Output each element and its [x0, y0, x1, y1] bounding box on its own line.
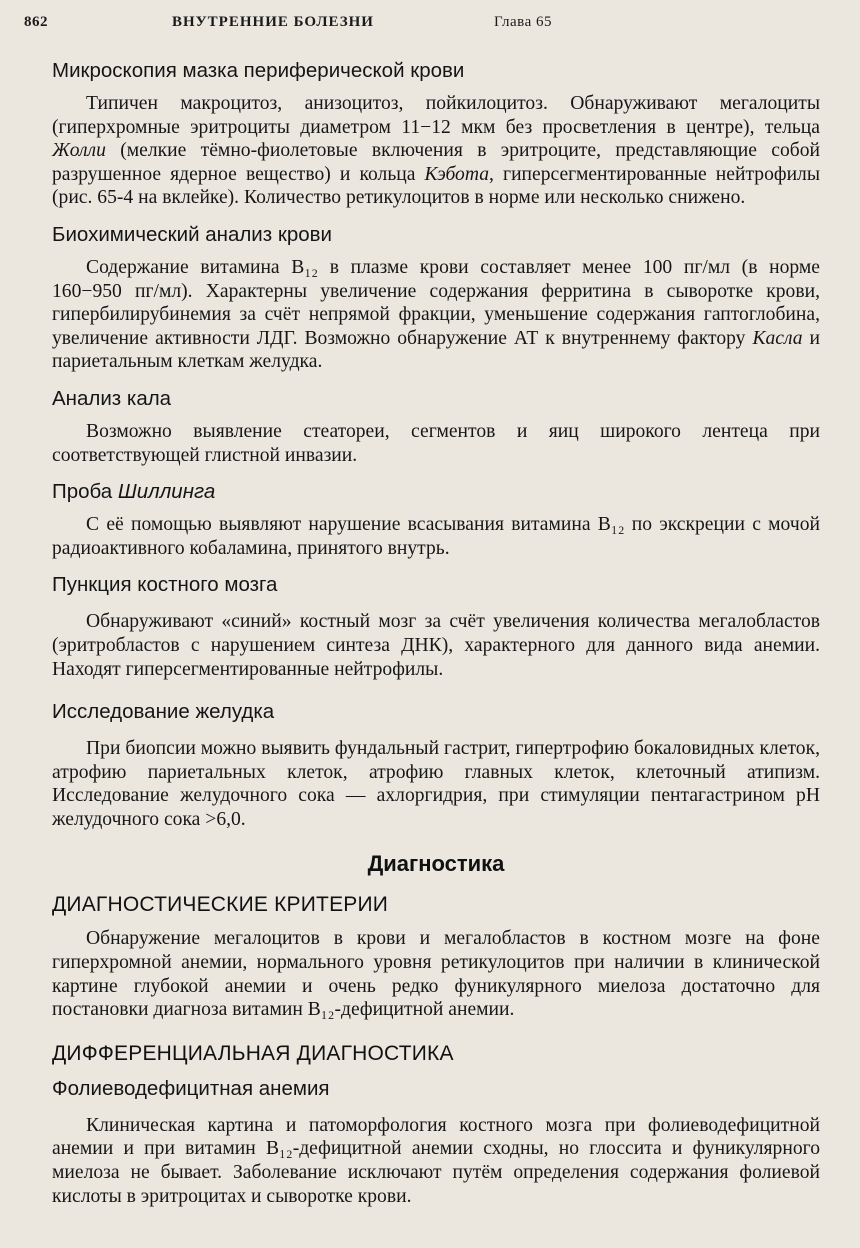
section-text-biochemistry: Содержание витамина B₁₂ в плазме крови составляет менее 100 пг/мл (в норме 160−950 пг/мл). Характерны увеличение содержания ферритина в сыворотке крови, гипербилирубинемия за счёт непрямой фракции, уменьшение содержания гаптоглобина, увеличение активности ЛДГ. Возможно обнаружение АТ к внутреннему фактору Касла и париетальным клеткам желудка.	[52, 256, 820, 373]
differential-heading: ДИФФЕРЕНЦИАЛЬНАЯ ДИАГНОСТИКА	[52, 1041, 454, 1065]
section-heading-blood-smear: Микроскопия мазка периферической крови	[52, 59, 465, 82]
page-body	[52, 58, 820, 1208]
page-number: 862	[24, 14, 48, 30]
section-heading-bone-marrow: Пункция костного мозга	[52, 573, 278, 597]
criteria-text: Обнаружение мегалоцитов в крови и мегалобластов в костном мозге на фоне гиперхромной анемии, нормального уровня ретикулоцитов при наличии в клинической картине глубокой анемии и очень редко фуникулярного миелоза достаточно для постановки диагноза витамин B₁₂-дефицитной анемии.	[52, 928, 820, 1021]
chapter-section-title: Диагностика	[367, 851, 505, 877]
section-heading-schilling: Проба Шиллинга	[52, 480, 216, 504]
section-text-stool: Возможно выявление стеатореи, сегментов и яиц широкого лентеца при соответствующей глистной инвазии.	[52, 420, 820, 466]
section-text-bone-marrow: Обнаруживают «синий» костный мозг за счёт увеличения количества мегалобластов (эритробластов с нарушением синтеза ДНК), характерного для данного вида анемии. Находят гиперсегментированные нейтрофилы.	[52, 611, 820, 680]
running-head	[24, 14, 824, 38]
criteria-heading: ДИАГНОСТИЧЕСКИЕ КРИТЕРИИ	[52, 893, 389, 917]
section-heading-biochemistry: Биохимический анализ крови	[52, 222, 332, 246]
section-heading-stool: Анализ кала	[52, 386, 172, 410]
book-title: ВНУТРЕННИЕ БОЛЕЗНИ	[172, 14, 374, 30]
folate-text: Клиническая картина и патоморфология костного мозга при фолиеводефицитной анемии и при витамин B₁₂-дефицитной анемии сходны, но глоссита и фуникулярного миелоза не бывает. Заболевание исключают путём определения содержания фолиевой кислоты в эритроцитах и сыворотке крови.	[52, 1114, 820, 1207]
section-text-schilling: С её помощью выявляют нарушение всасывания витамина B₁₂ по экскреции с мочой радиоактивного кобаламина, принятого внутрь.	[52, 514, 820, 559]
folate-heading: Фолиеводефицитная анемия	[52, 1076, 330, 1100]
section-text-blood-smear: Типичен макроцитоз, анизоцитоз, пойкилоцитоз. Обнаруживают мегалоциты (гиперхромные эритроциты диаметром 11−12 мкм без просветления в центре), тельца Жолли (мелкие тёмно-фиолетовые включения в эритроците, представляющие собой разрушенное ядерное вещество) и кольца Кэбота, гиперсегментированные нейтрофилы (рис. 65-4 на вклейке). Количество ретикулоцитов в норме или несколько снижено.	[52, 93, 820, 209]
section-text-stomach: При биопсии можно выявить фундальный гастрит, гипертрофию бокаловидных клеток, атрофию париетальных клеток, атрофию главных клеток, клеточный атипизм. Исследование желудочного сока — ахлоргидрия, при стимуляции пентагастрином pH желудочного сока >6,0.	[52, 738, 820, 830]
section-heading-stomach: Исследование желудка	[52, 700, 275, 724]
chapter-label: Глава 65	[494, 14, 552, 30]
